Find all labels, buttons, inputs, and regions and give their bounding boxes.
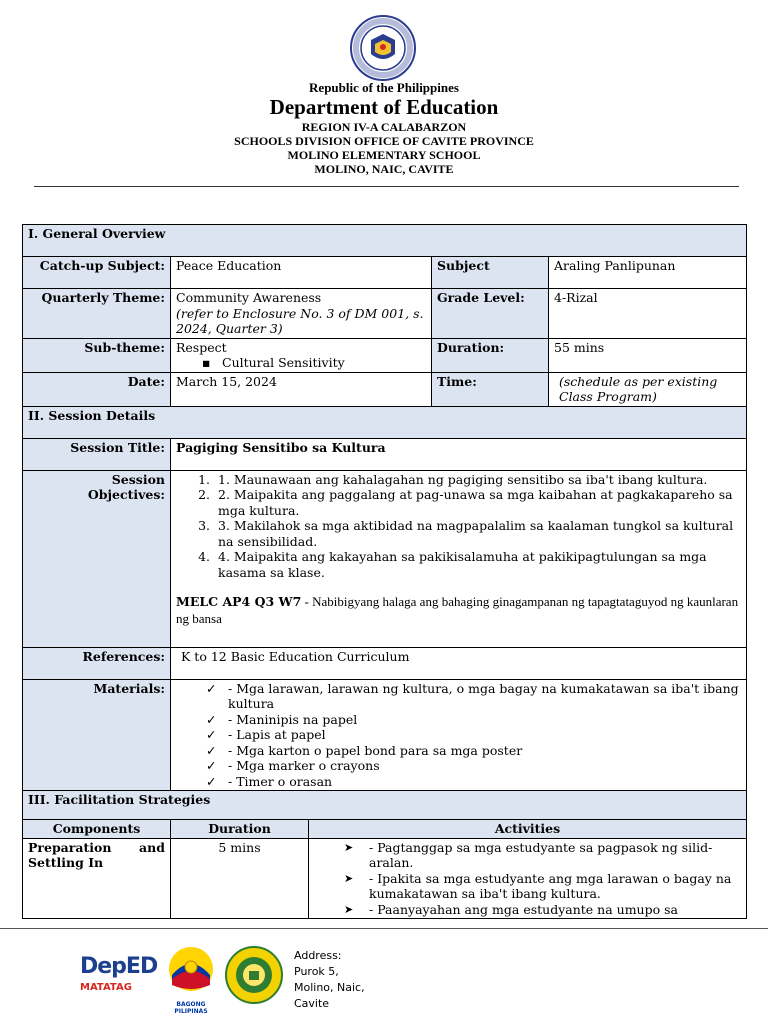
material-item	[206, 758, 741, 774]
address-line: Cavite	[294, 997, 330, 1010]
materials-cell	[171, 679, 747, 791]
matatag-text: MATATAG	[80, 982, 132, 993]
material-item	[206, 743, 741, 759]
material-text: - Mga karton o papel bond para sa mga poster	[228, 742, 523, 758]
footer-divider	[0, 928, 768, 929]
material-item	[206, 681, 741, 712]
objective-item: 2. 2. Maipakita ang paggalang at pag-unawa sa mga kaibahan at pagkakapareho sa mga kultura.	[214, 487, 741, 518]
arrow-bullet-icon: ➤	[344, 840, 354, 854]
location-line: MOLINO, NAIC, CAVITE	[314, 162, 454, 176]
duration-value: 55 mins	[549, 338, 747, 372]
facilitation-table	[22, 819, 747, 919]
division-line: SCHOOLS DIVISION OFFICE OF CAVITE PROVINCE	[234, 134, 534, 148]
activity-item	[344, 902, 741, 918]
material-item	[206, 774, 741, 790]
subtheme-bullet: Cultural Sensitivity	[222, 355, 345, 370]
section-facilitation: III. Facilitation Strategies	[23, 791, 747, 823]
header-divider	[34, 186, 739, 187]
lesson-plan-table	[22, 224, 747, 823]
address-block	[294, 948, 365, 1012]
time-label: Time:	[432, 372, 549, 406]
component-cell	[23, 838, 171, 919]
objective-item: 3. 3. Makilahok sa mga aktibidad na magpapalalim sa kaalaman tungkol sa kultural na sensibilidad.	[214, 518, 741, 549]
material-item	[206, 712, 741, 728]
address-label: Address:	[294, 949, 342, 962]
grade-level-label: Grade Level:	[432, 289, 549, 339]
references-label: References:	[23, 647, 171, 679]
material-text: - Timer o orasan	[228, 773, 333, 789]
activity-text: - Pagtanggap sa mga estudyante sa pagpasok ng silid-aralan.	[369, 839, 713, 870]
checkmark-icon: ✓	[206, 742, 217, 758]
bagong-pilipinas-logo	[160, 945, 222, 1015]
bullet-icon: ▪	[202, 355, 211, 370]
references-value: K to 12 Basic Education Curriculum	[171, 647, 747, 679]
material-text: - Mga larawan, larawan ng kultura, o mga bagay na kumakatawan sa iba't ibang kultura	[228, 680, 739, 711]
checkmark-icon: ✓	[206, 773, 217, 789]
address-line: Molino, Naic,	[294, 981, 365, 994]
melc-code: MELC AP4 Q3 W7	[176, 594, 302, 609]
session-title-value: Pagiging Sensitibo sa Kultura	[171, 438, 747, 470]
checkmark-icon: ✓	[206, 727, 217, 742]
quarterly-theme-value: Community Awareness	[176, 290, 322, 305]
checkmark-icon: ✓	[206, 680, 217, 696]
activities-cell	[309, 838, 747, 919]
school-line: MOLINO ELEMENTARY SCHOOL	[287, 148, 481, 162]
activity-text: - Paanyayahan ang mga estudyante na umupo sa	[369, 901, 678, 917]
material-item	[206, 727, 741, 743]
materials-list	[176, 681, 741, 790]
component-name: Preparation and Settling In	[28, 839, 165, 870]
session-title-label: Session Title:	[23, 438, 171, 470]
time-value: (schedule as per existing Class Program)	[549, 372, 747, 406]
date-label: Date:	[23, 372, 171, 406]
region-line: REGION IV-A CALABARZON	[301, 120, 467, 134]
objectives-label-line-1: Session	[111, 471, 165, 487]
objective-item: 4. 4. Maipakita ang kakayahan sa pakikisalamuha at pakikipagtulungan sa mga kasama sa klase.	[214, 549, 741, 580]
materials-label: Materials:	[23, 679, 171, 791]
activity-text: - Ipakita sa mga estudyante ang mga larawan o bagay na kumakatawan sa iba't ibang kultura.	[369, 870, 732, 901]
objectives-list	[176, 472, 741, 581]
date-value: March 15, 2024	[171, 372, 432, 406]
quarterly-theme-note: (refer to Enclosure No. 3 of DM 001, s. 2024, Quarter 3)	[176, 305, 424, 336]
duration-label: Duration:	[432, 338, 549, 372]
material-text: - Lapis at papel	[228, 727, 326, 742]
department-title: Department of Education	[269, 95, 499, 119]
quarterly-theme-label: Quarterly Theme:	[23, 289, 171, 339]
catchup-subject-value: Peace Education	[171, 257, 432, 289]
subtheme-bullet-row	[176, 355, 426, 371]
duration-cell: 5 mins	[171, 838, 309, 919]
session-objectives-label	[23, 470, 171, 647]
col-duration: Duration	[171, 820, 309, 839]
material-text: - Mga marker o crayons	[228, 758, 380, 773]
school-seal	[225, 946, 283, 1004]
republic-line: Republic of the Philippines	[309, 80, 459, 95]
section-session-details: II. Session Details	[23, 406, 747, 438]
session-objectives-cell	[171, 470, 747, 647]
checkmark-icon: ✓	[206, 758, 217, 773]
subtheme-label: Sub-theme:	[23, 338, 171, 372]
arrow-bullet-icon: ➤	[344, 902, 354, 916]
material-text: - Maninipis na papel	[228, 711, 358, 727]
activity-item	[344, 871, 741, 902]
deped-logo-text: DepED	[80, 954, 158, 979]
quarterly-theme-cell	[171, 289, 432, 339]
address-line: Purok 5,	[294, 965, 339, 978]
checkmark-icon: ✓	[206, 711, 217, 727]
deped-matatag-logo	[80, 954, 158, 999]
subject-label: Subject	[432, 257, 549, 289]
subtheme-value: Respect	[176, 339, 227, 355]
col-activities: Activities	[309, 820, 747, 839]
section-general-overview: I. General Overview	[23, 225, 747, 257]
objective-item: 1. 1. Maunawaan ang kahalagahan ng pagiging sensitibo sa iba't ibang kultura.	[214, 472, 741, 488]
objectives-label-line-2: Objectives:	[87, 487, 165, 502]
subject-value: Araling Panlipunan	[549, 257, 747, 289]
catchup-subject-label: Catch-up Subject:	[23, 257, 171, 289]
activity-item	[344, 840, 741, 871]
melc-text: - Nabibigyang halaga ang bahaging ginagampanan ng tapagtataguyod ng kaunlaran ng bansa	[176, 594, 739, 626]
activities-list	[314, 840, 741, 918]
deped-seal	[349, 14, 417, 82]
subtheme-cell	[171, 338, 432, 372]
col-components: Components	[23, 820, 171, 839]
grade-level-value: 4-Rizal	[549, 289, 747, 339]
bagong-pilipinas-text: BAGONG PILIPINAS	[174, 1001, 208, 1015]
arrow-bullet-icon: ➤	[344, 871, 354, 885]
melc-line	[176, 594, 741, 627]
